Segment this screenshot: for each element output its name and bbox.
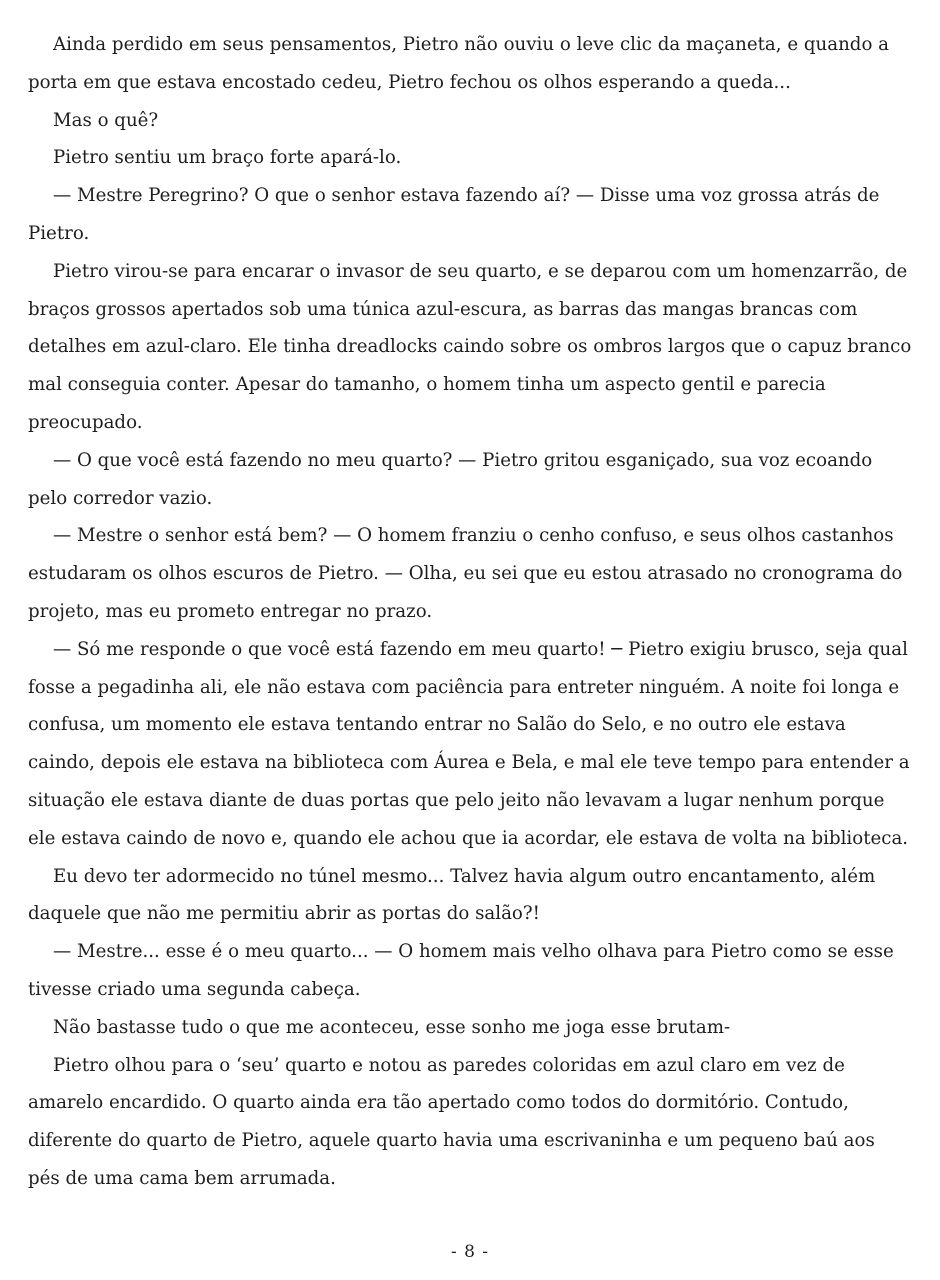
paragraph: — O que você está fazendo no meu quarto? — Pietro gritou esganiçado, sua voz ecoando pelo corredor vazio. [28, 449, 873, 509]
paragraph: Mas o quê? [53, 109, 159, 131]
paragraph: Pietro olhou para o ‘seu’ quarto e notou as paredes coloridas em azul claro em vez de amarelo encardido. O quarto ainda era tão apertado como todos do dormitório. Contudo, diferente do quarto de Pietro, aquele quarto havia uma escrivaninha e um pequeno baú aos pés de uma cama bem arrumada. [28, 1054, 875, 1189]
paragraph: — Só me responde o que você está fazendo em meu quarto! ─ Pietro exigiu brusco, seja qual fosse a pegadinha ali, ele não estava com paciência para entreter ninguém. A noite foi longa e confusa, um momento ele estava tentando entrar no Salão do Selo, e no outro ele estava caindo, depois ele estava na biblioteca com Áurea e Bela, e mal ele teve tempo para entender a situação ele estava diante de duas portas que pelo jeito não levavam a lugar nenhum porque ele estava caindo de novo e, quando ele achou que ia acordar, ele estava de volta na biblioteca. [28, 638, 910, 849]
page-number: - 8 - [450, 1242, 490, 1262]
paragraph: Ainda perdido em seus pensamentos, Pietro não ouviu o leve clic da maçaneta, e quando a porta em que estava encostado cedeu, Pietro fechou os olhos esperando a queda... [28, 34, 890, 93]
paragraph: — Mestre o senhor está bem? — O homem franziu o cenho confuso, e seus olhos castanhos estudaram os olhos escuros de Pietro. — Olha, eu sei que eu estou atrasado no cronograma do projeto, mas eu prometo entregar no prazo. [28, 525, 903, 622]
paragraph: Não bastasse tudo o que me aconteceu, esse sonho me joga esse brutam- [53, 1016, 731, 1038]
paragraph: Eu devo ter adormecido no túnel mesmo... Talvez havia algum outro encantamento, além daquele que não me permitiu abrir as portas do salão?! [28, 865, 876, 925]
paragraph: — Mestre Peregrino? O que o senhor estava fazendo aí? — Disse uma voz grossa atrás de Pietro. [28, 185, 880, 244]
paragraph: — Mestre... esse é o meu quarto... — O homem mais velho olhava para Pietro como se esse tivesse criado uma segunda cabeça. [28, 941, 894, 1000]
page-text [28, 26, 912, 1198]
paragraph: Pietro virou-se para encarar o invasor de seu quarto, e se deparou com um homenzarrão, de braços grossos apertados sob uma túnica azul-escura, as barras das mangas brancas com detalhes em azul-claro. Ele tinha dreadlocks caindo sobre os ombros largos que o capuz branco mal conseguia conter. Apesar do tamanho, o homem tinha um aspecto gentil e parecia preocupado. [28, 260, 912, 433]
paragraph: Pietro sentiu um braço forte apará-lo. [53, 147, 402, 169]
